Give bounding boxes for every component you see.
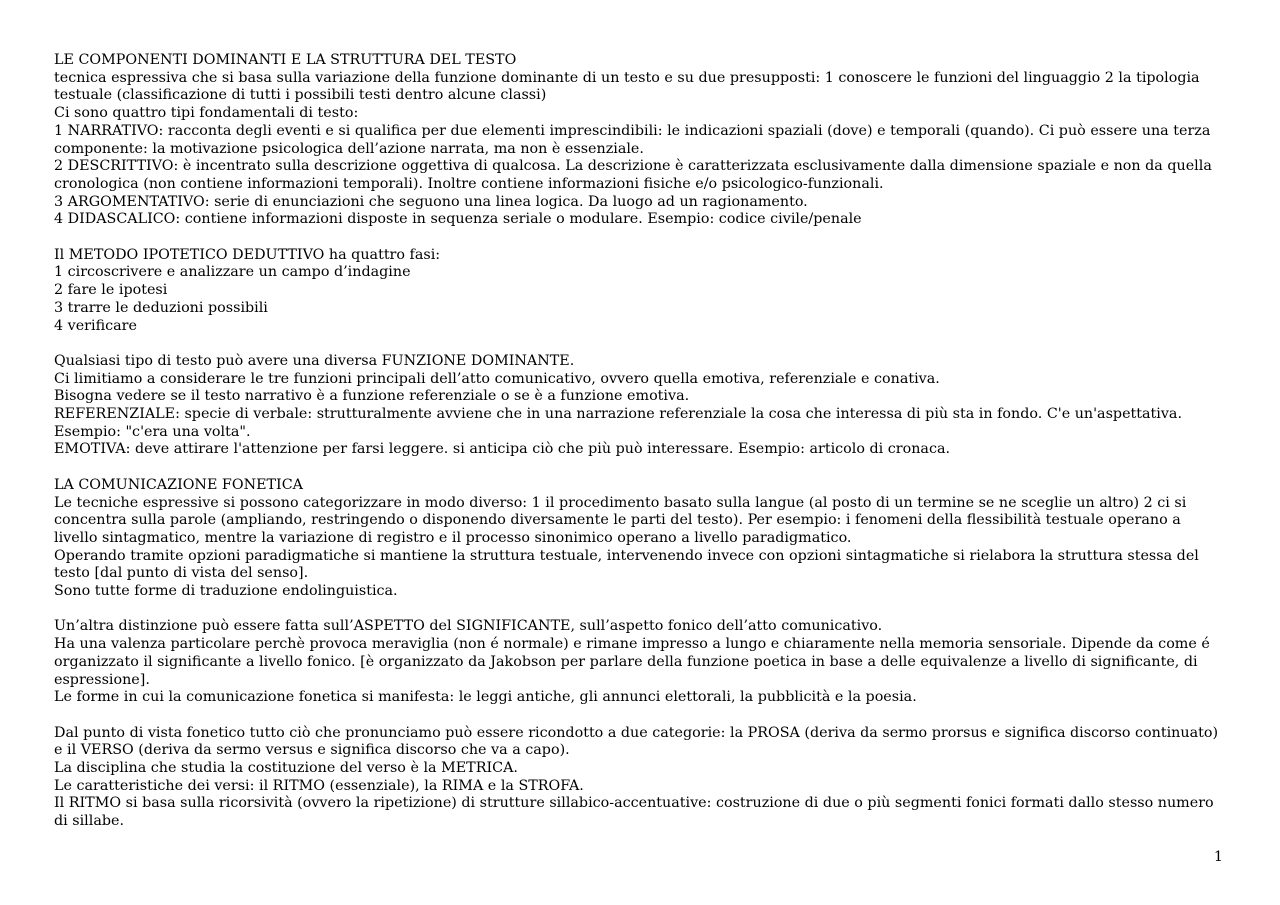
paragraph: Il RITMO si basa sulla ricorsività (ovvero la ripetizione) di strutture sillabico-accentuative: costruzione di due o più segmenti fonici formati dallo stesso numero di sillabe. (54, 795, 1214, 830)
document-page (54, 52, 1226, 831)
paragraph: Ci limitiamo a considerare le tre funzioni principali dell’atto comunicativo, ovvero quella emotiva, referenziale e conativa. (54, 370, 940, 387)
list-item: 2 fare le ipotesi (54, 282, 168, 299)
paragraph: tecnica espressiva che si basa sulla variazione della funzione dominante di un testo e su due presupposti: 1 conoscere le funzioni del linguaggio 2 la tipologia testuale (classificazione di tutti i possibili testi dentro alcune classi) (54, 69, 1200, 104)
paragraph: 1 NARRATIVO: racconta degli eventi e si qualifica per due elementi imprescindibili: le indicazioni spaziali (dove) e temporali (quando). Ci può essere una terza componente: la motivazione psicologica dell’azione narrata, ma non è essenziale. (54, 122, 1211, 157)
paragraph: Operando tramite opzioni paradigmatiche si mantiene la struttura testuale, intervenendo invece con opzioni sintagmatiche si rielabora la struttura stessa del testo [dal punto di vista del senso]. (54, 547, 1199, 582)
paragraph: 3 ARGOMENTATIVO: serie di enunciazioni che seguono una linea logica. Da luogo ad un ragionamento. (54, 193, 808, 210)
section-title: LE COMPONENTI DOMINANTI E LA STRUTTURA DEL TESTO (54, 52, 517, 68)
list-item: 3 trarre le deduzioni possibili (54, 299, 268, 316)
paragraph: Le caratteristiche dei versi: il RITMO (essenziale), la RIMA e la STROFA. (54, 777, 584, 794)
paragraph: Dal punto di vista fonetico tutto ciò che pronunciamo può essere ricondotto a due categorie: la PROSA (deriva da sermo prorsus e significa discorso continuato) e il VERSO (deriva da sermo versus e significa discorso che va a capo). (54, 724, 1219, 759)
list-item: 4 verificare (54, 317, 137, 334)
spacer (54, 335, 1226, 353)
paragraph: La disciplina che studia la costituzione del verso è la METRICA. (54, 760, 518, 777)
section-title: LA COMUNICAZIONE FONETICA (54, 476, 303, 493)
paragraph: Ha una valenza particolare perchè provoca meraviglia (non é normale) e rimane impresso a lungo e chiaramente nella memoria sensoriale. Dipende da come é organizzato il significante a livello fonico. [è organizzato da Jakobson per parlare della funzione poetica in base a delle equivalenze a livello di significante, di espressione]. (54, 636, 1210, 688)
spacer (54, 707, 1226, 725)
paragraph: 2 DESCRITTIVO: è incentrato sulla descrizione oggettiva di qualcosa. La descrizione è caratterizzata esclusivamente dalla dimensione spaziale e non da quella cronologica (non contiene informazioni temporali). Inoltre contiene informazioni fisiche e/o psicologico-funzionali. (54, 158, 1212, 192)
paragraph: Qualsiasi tipo di testo può avere una diversa FUNZIONE DOMINANTE. (54, 352, 575, 369)
paragraph: Ci sono quattro tipi fondamentali di testo: (54, 105, 359, 122)
paragraph: EMOTIVA: deve attirare l'attenzione per farsi leggere. si anticipa ciò che più può interessare. Esempio: articolo di cronaca. (54, 441, 951, 458)
paragraph: Bisogna vedere se il testo narrativo è a funzione referenziale o se è a funzione emotiva. (54, 388, 690, 405)
page-number: 1 (1213, 849, 1223, 865)
paragraph: Sono tutte forme di traduzione endolinguistica. (54, 583, 398, 600)
spacer (54, 601, 1226, 619)
paragraph: 4 DIDASCALICO: contiene informazioni disposte in sequenza seriale o modulare. Esempio: codice civile/penale (54, 211, 862, 228)
paragraph: REFERENZIALE: specie di verbale: strutturalmente avviene che in una narrazione referenziale la cosa che interessa di più sta in fondo. C'e un'aspettativa. Esempio: "c'era una volta". (54, 406, 1183, 440)
paragraph: Il METODO IPOTETICO DEDUTTIVO ha quattro fasi: (54, 246, 441, 263)
paragraph: Le forme in cui la comunicazione fonetica si manifesta: le leggi antiche, gli annunci elettorali, la pubblicità e la poesia. (54, 689, 917, 706)
spacer (54, 459, 1226, 477)
paragraph: Un’altra distinzione può essere fatta sull’ASPETTO del SIGNIFICANTE, sull’aspetto fonico dell’atto comunicativo. (54, 618, 883, 635)
list-item: 1 circoscrivere e analizzare un campo d’indagine (54, 264, 411, 281)
spacer (54, 229, 1226, 247)
paragraph: Le tecniche espressive si possono categorizzare in modo diverso: 1 il procedimento basato sulla langue (al posto di un termine se ne sceglie un altro) 2 ci si concentra sulla parole (ampliando, restringendo o disponendo diversamente le parti del testo). Per esempio: i fenomeni della flessibilità testuale operano a livello sintagmatico, mentre la variazione di registro e il processo sinonimico operano a livello paradigmatico. (54, 494, 1187, 546)
